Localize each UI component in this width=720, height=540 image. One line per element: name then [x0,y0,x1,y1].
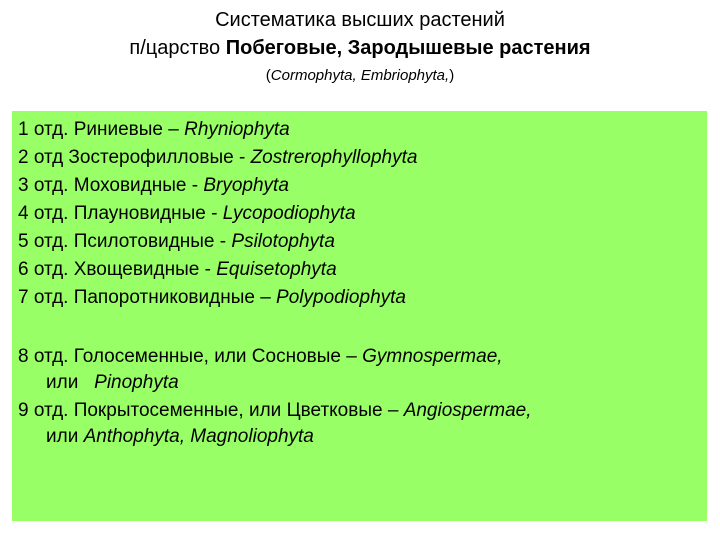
division-label: 7 отд. Папоротниковидные – [18,287,277,308]
division-row-5 [18,230,335,254]
division-row-7 [18,286,406,310]
division-alt-latin: Pinophyta [94,372,179,393]
division-alt-label: или [46,426,84,447]
division-row-6 [18,258,337,282]
division-row-9-continuation [46,425,314,449]
division-label: 3 отд. Моховидные - [18,175,204,196]
title-line-1: Систематика высших растений [215,9,505,31]
division-label: 8 отд. Голосеменные, или Сосновые – [18,346,363,367]
division-alt-label: или [46,372,95,393]
division-label: 9 отд. Покрытосеменные, или Цветковые – [18,400,404,421]
division-latin: Gymnospermae, [362,346,503,367]
division-label: 2 отд Зостерофилловые - [18,147,251,168]
division-label: 6 отд. Хвощевидные - [18,259,217,280]
division-row-3 [18,174,289,198]
subkingdom-prefix: п/царство [129,37,226,59]
division-label: 4 отд. Плауновидные - [18,203,223,224]
divisions-panel [12,111,707,521]
division-alt-latin: Anthophyta, Magnoliophyta [83,426,314,447]
division-label: 1 отд. Риниевые – [18,119,185,140]
division-latin: Polypodiophyta [276,287,406,308]
open-paren: ( [265,67,271,84]
close-paren: ) [449,67,455,84]
division-label: 5 отд. Псилотовидные - [18,231,232,252]
latin-names: Cormophyta, Embriophyta, [270,67,450,84]
subkingdom-name: Побеговые, Зародышевые растения [225,37,591,59]
division-latin: Psilotophyta [231,231,335,252]
division-latin: Lycopodiophyta [222,203,356,224]
division-latin: Zostrerophyllophyta [250,147,418,168]
title-line-3-latin [0,67,720,85]
division-latin: Bryophyta [203,175,289,196]
division-row-2 [18,146,417,170]
division-latin: Rhyniophyta [184,119,290,140]
division-latin: Equisetophyta [216,259,337,280]
title-line-2 [0,36,720,60]
division-row-4 [18,202,356,226]
division-row-1 [18,118,290,142]
division-row-8 [18,345,503,369]
division-row-9 [18,399,531,423]
division-row-8-continuation [46,371,179,395]
division-latin: Angiospermae, [403,400,532,421]
